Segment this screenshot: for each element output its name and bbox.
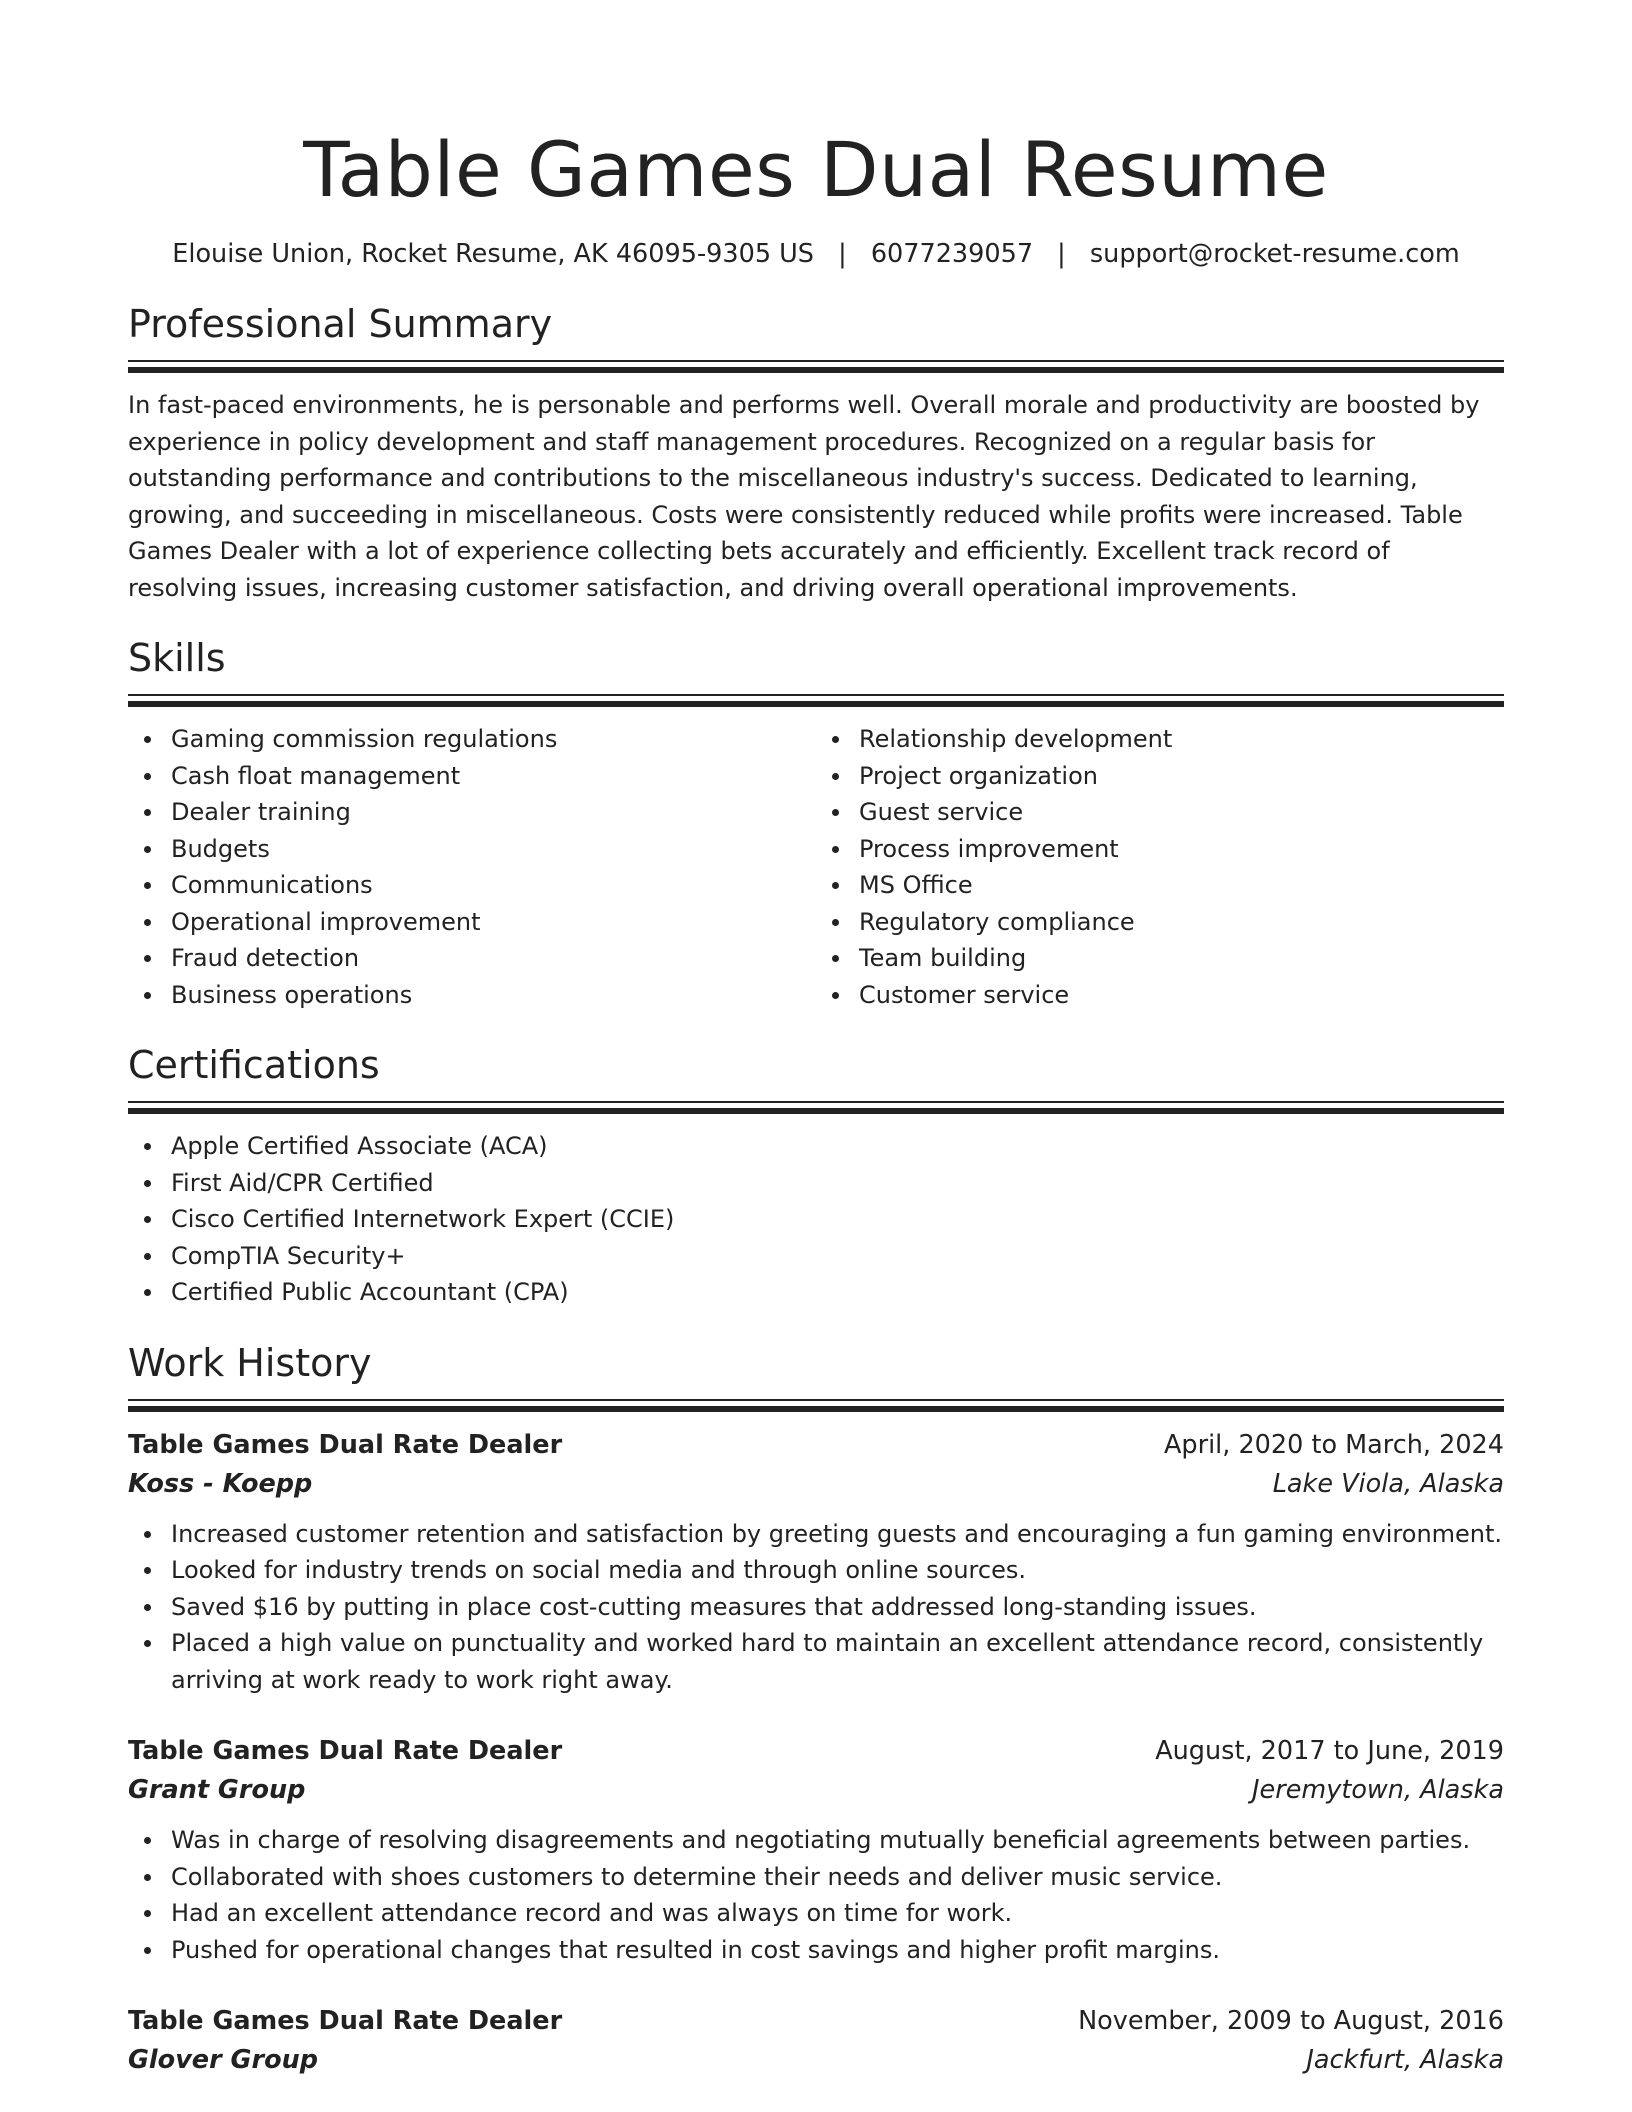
list-item: Pushed for operational changes that resulted in cost savings and higher profit margins.	[128, 1932, 1504, 1969]
job-bullets	[128, 1822, 1504, 1968]
job-location: Jeremytown, Alaska	[1252, 1775, 1504, 1805]
job-dates: November, 2009 to August, 2016	[1078, 2006, 1504, 2036]
resume-title: Table Games Dual Resume	[303, 125, 1329, 214]
list-item: Customer service	[816, 977, 1504, 1014]
job-company: Grant Group	[128, 1775, 306, 1805]
certifications-list	[128, 1128, 1504, 1311]
certifications-section	[128, 1039, 1504, 1311]
job-company-row	[128, 1771, 1504, 1810]
job-company: Glover Group	[128, 2045, 318, 2075]
skills-list-right	[816, 721, 1504, 1013]
list-item: Certified Public Accountant (CPA)	[128, 1274, 1504, 1311]
job-entry	[128, 1732, 1504, 1968]
list-item: Communications	[128, 867, 816, 904]
list-item: Operational improvement	[128, 904, 816, 941]
contact-address: Elouise Union, Rocket Resume, AK 46095-9305 US	[172, 239, 814, 269]
section-divider	[128, 1101, 1504, 1114]
list-item: Had an excellent attendance record and was always on time for work.	[128, 1895, 1504, 1932]
list-item: Fraud detection	[128, 940, 816, 977]
job-location: Jackfurt, Alaska	[1306, 2045, 1504, 2075]
job-title: Table Games Dual Rate Dealer	[128, 2006, 563, 2036]
list-item: Relationship development	[816, 721, 1504, 758]
summary-text: In fast-paced environments, he is personable and performs well. Overall morale and productivity are boosted by experience in policy development and staff management procedures. Recognized on a regular basis for outstanding performance and contributions to the miscellaneous industry's success. Dedicated to learning, growing, and succeeding in miscellaneous. Costs were consistently reduced while profits were increased. Table Games Dealer with a lot of experience collecting bets accurately and efficiently. Excellent track record of resolving issues, increasing customer satisfaction, and driving overall operational improvements.	[128, 391, 1480, 602]
list-item: Collaborated with shoes customers to determine their needs and deliver music service.	[128, 1859, 1504, 1896]
skills-section	[128, 632, 1504, 1013]
list-item: Looked for industry trends on social media and through online sources.	[128, 1552, 1504, 1589]
job-header-row	[128, 2002, 1504, 2041]
list-item: Placed a high value on punctuality and worked hard to maintain an excellent attendance record, consistently arriving at work ready to work right away.	[128, 1625, 1504, 1698]
job-company-row	[128, 1465, 1504, 1504]
list-item: Business operations	[128, 977, 816, 1014]
list-item: Saved $16 by putting in place cost-cutting measures that addressed long-standing issues.	[128, 1589, 1504, 1626]
section-heading-certifications: Certifications	[128, 1043, 380, 1087]
job-company: Koss - Koepp	[128, 1468, 313, 1499]
job-company-row	[128, 2041, 1504, 2080]
contact-email: support@rocket-resume.com	[1089, 239, 1460, 269]
job-header-row	[128, 1732, 1504, 1771]
section-divider	[128, 694, 1504, 707]
section-divider	[128, 360, 1504, 373]
skills-grid	[128, 721, 1504, 1013]
summary-section	[128, 298, 1504, 606]
section-heading-summary: Professional Summary	[128, 302, 553, 346]
jobs-list	[128, 1426, 1504, 2081]
work-history-section	[128, 1337, 1504, 2081]
list-item: Regulatory compliance	[816, 904, 1504, 941]
list-item: First Aid/CPR Certified	[128, 1165, 1504, 1202]
job-bullets	[128, 1516, 1504, 1699]
contact-phone: 6077239057	[870, 239, 1034, 269]
list-item: MS Office	[816, 867, 1504, 904]
list-item: Team building	[816, 940, 1504, 977]
job-dates: April, 2020 to March, 2024	[1163, 1429, 1504, 1460]
list-item: Increased customer retention and satisfaction by greeting guests and encouraging a fun gaming environment.	[128, 1516, 1504, 1553]
list-item: Guest service	[816, 794, 1504, 831]
list-item: CompTIA Security+	[128, 1238, 1504, 1275]
section-heading-skills: Skills	[128, 636, 226, 680]
job-entry	[128, 2002, 1504, 2080]
job-header-row	[128, 1426, 1504, 1465]
skills-list-left	[128, 721, 816, 1013]
list-item: Gaming commission regulations	[128, 721, 816, 758]
contact-separator: |	[838, 239, 847, 269]
job-entry	[128, 1426, 1504, 1699]
list-item: Was in charge of resolving disagreements and negotiating mutually beneficial agreements between parties.	[128, 1822, 1504, 1859]
contact-line	[128, 236, 1504, 272]
list-item: Cash float management	[128, 758, 816, 795]
job-title: Table Games Dual Rate Dealer	[128, 1429, 563, 1460]
section-divider	[128, 1399, 1504, 1412]
list-item: Budgets	[128, 831, 816, 868]
list-item: Apple Certified Associate (ACA)	[128, 1128, 1504, 1165]
list-item: Process improvement	[816, 831, 1504, 868]
list-item: Dealer training	[128, 794, 816, 831]
list-item: Cisco Certified Internetwork Expert (CCIE)	[128, 1201, 1504, 1238]
job-dates: August, 2017 to June, 2019	[1155, 1736, 1504, 1766]
contact-separator: |	[1057, 239, 1066, 269]
job-location: Lake Viola, Alaska	[1272, 1468, 1504, 1499]
section-heading-work-history: Work History	[128, 1340, 372, 1385]
list-item: Project organization	[816, 758, 1504, 795]
job-title: Table Games Dual Rate Dealer	[128, 1736, 563, 1766]
